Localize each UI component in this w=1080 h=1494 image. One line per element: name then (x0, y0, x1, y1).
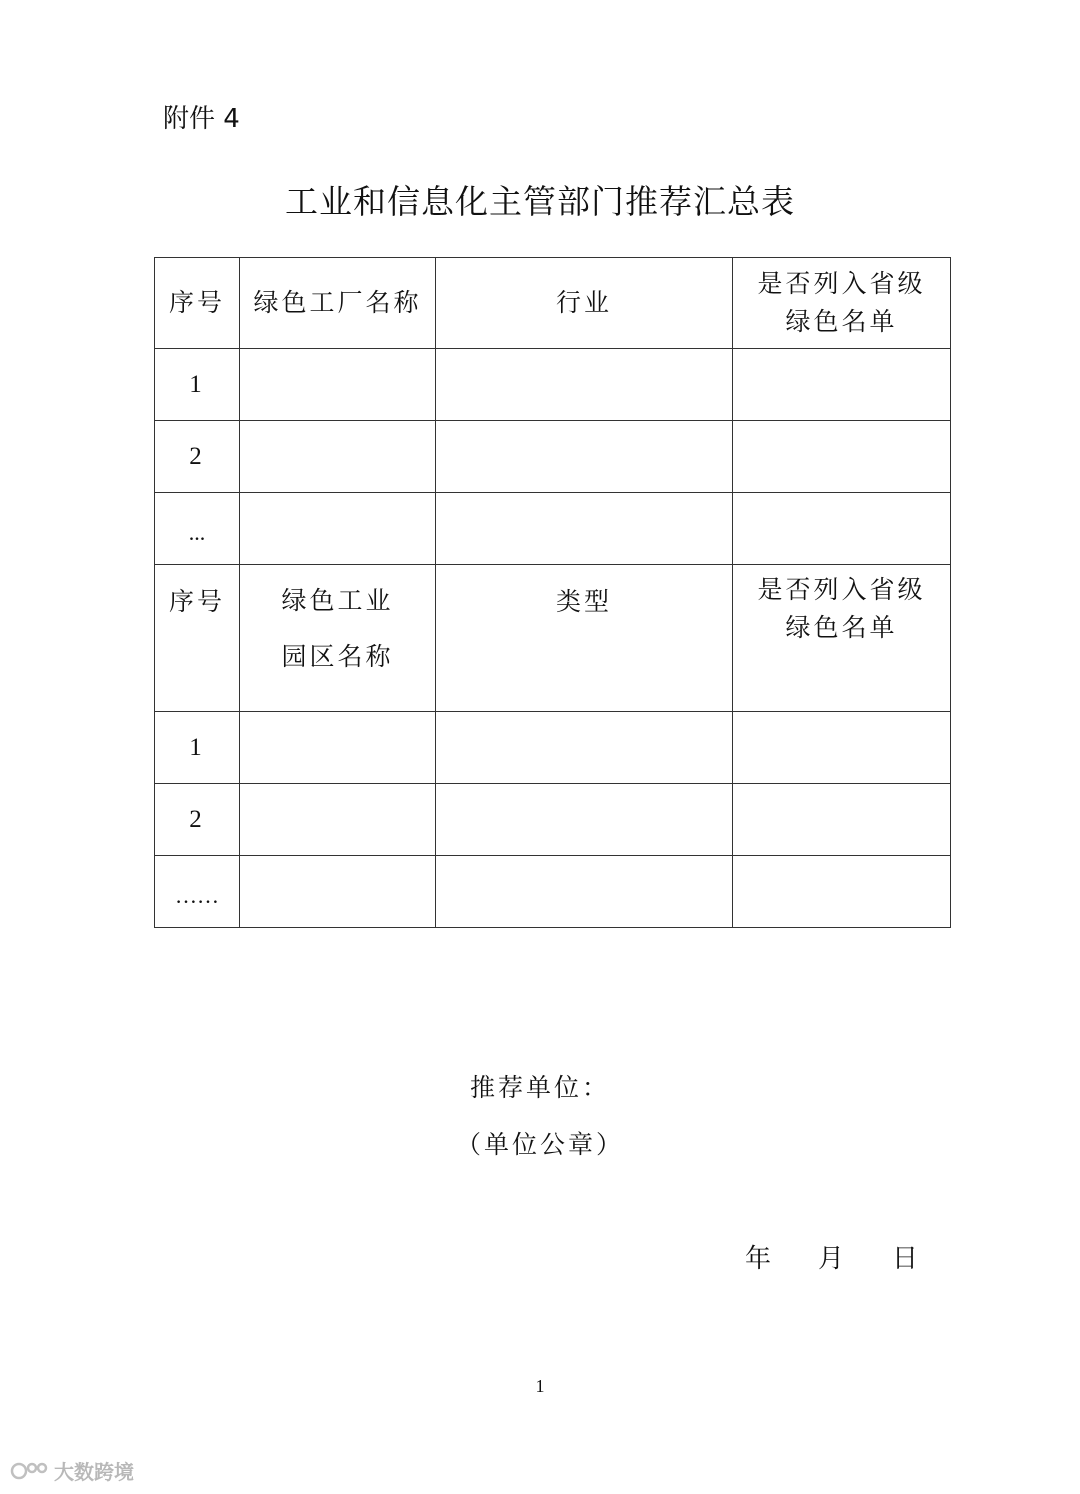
row-number (155, 856, 240, 928)
date-year: 年 (745, 1244, 772, 1274)
table-cell (733, 421, 951, 493)
summary-table (154, 257, 951, 928)
watermark (10, 1456, 134, 1485)
watermark-text: 大数跨境 (54, 1460, 134, 1484)
header-cell: 绿色工业 园区名称 (240, 565, 436, 712)
table-cell (240, 856, 436, 928)
page-number: 1 (535, 1376, 545, 1396)
header-cell: 是否列入省级 绿色名单 (733, 258, 951, 349)
document-title: 工业和信息化主管部门推荐汇总表 (285, 182, 795, 221)
row-number-text: ... (188, 520, 206, 545)
header-cell: 绿色工厂名称 (240, 258, 436, 349)
header-cell: 序号 (155, 565, 240, 712)
date-day: 日 (892, 1244, 919, 1274)
seal-label: （单位公章） (455, 1130, 624, 1159)
table-cell (240, 421, 436, 493)
table-header-row (155, 565, 951, 712)
attachment-label: 附件 4 (163, 104, 240, 134)
header-cell: 行业 (436, 258, 733, 349)
table-header-row (155, 258, 951, 349)
row-number: 2 (155, 784, 240, 856)
table-cell (733, 712, 951, 784)
table-row (155, 856, 951, 928)
table-cell (436, 349, 733, 421)
header-cell: 是否列入省级 绿色名单 (733, 565, 951, 712)
table-cell (436, 784, 733, 856)
table-cell (240, 349, 436, 421)
table-row (155, 784, 951, 856)
table-row (155, 349, 951, 421)
table-cell (436, 856, 733, 928)
recommender-label: 推荐单位： (469, 1073, 610, 1102)
table-cell (733, 349, 951, 421)
table-cell (733, 784, 951, 856)
table-row (155, 421, 951, 493)
row-number (155, 493, 240, 565)
table-cell (733, 493, 951, 565)
table-cell (240, 712, 436, 784)
table-cell (733, 856, 951, 928)
row-number: 1 (155, 712, 240, 784)
header-cell: 类型 (436, 565, 733, 712)
row-number-text: …… (175, 883, 219, 908)
header-cell: 序号 (155, 258, 240, 349)
table-cell (436, 712, 733, 784)
table-cell (240, 493, 436, 565)
table-cell (436, 421, 733, 493)
table-cell (240, 784, 436, 856)
row-number: 1 (155, 349, 240, 421)
watermark-logo-icon (10, 1460, 50, 1482)
table-cell (436, 493, 733, 565)
row-number: 2 (155, 421, 240, 493)
date-month: 月 (818, 1244, 845, 1274)
table-row (155, 493, 951, 565)
table-row (155, 712, 951, 784)
